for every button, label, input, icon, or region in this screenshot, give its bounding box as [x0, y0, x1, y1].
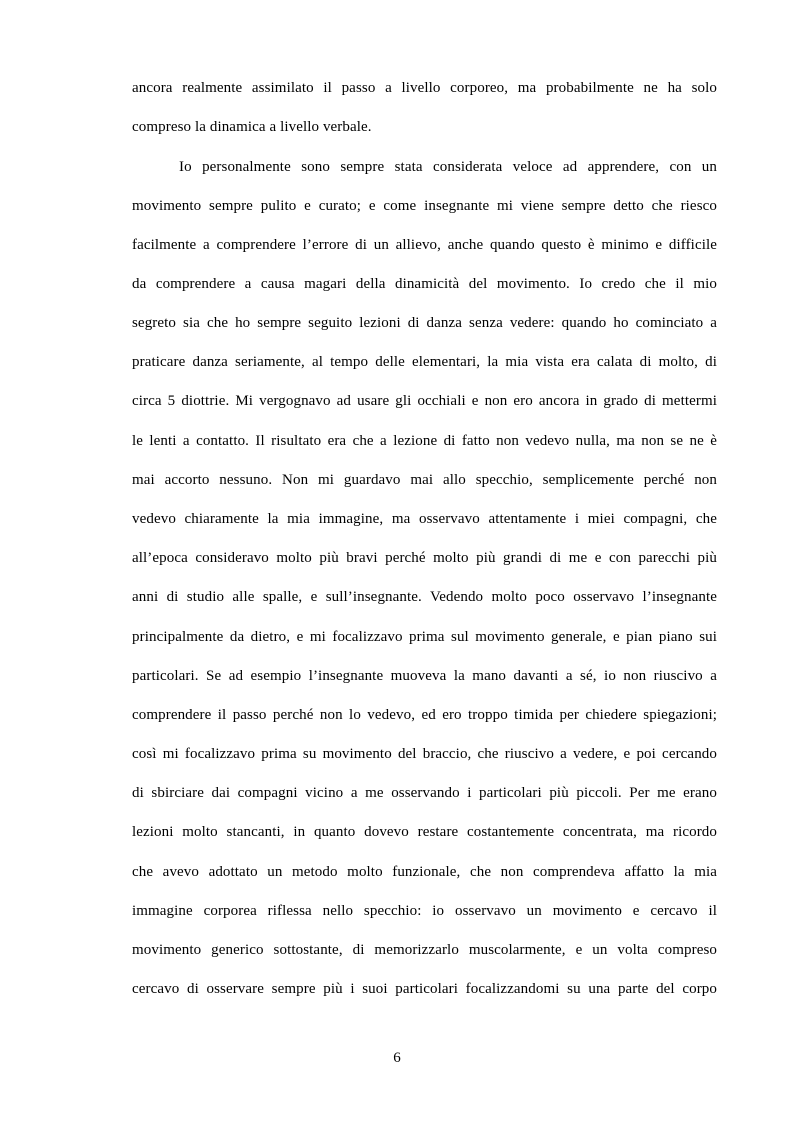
- text-line: segreto sia che ho sempre seguito lezioni di danza senza vedere: quando ho cominciato a: [132, 315, 717, 331]
- text-line: che avevo adottato un metodo molto funzionale, che non comprendeva affatto la mia: [132, 864, 717, 880]
- text-line: così mi focalizzavo prima su movimento del braccio, che riuscivo a vedere, e poi cercando: [132, 746, 717, 762]
- text-line: cercavo di osservare sempre più i suoi particolari focalizzandomi su una parte del corpo: [132, 981, 717, 997]
- text-line: mai accorto nessuno. Non mi guardavo mai allo specchio, semplicemente perché non: [132, 472, 717, 488]
- text-line: ancora realmente assimilato il passo a livello corporeo, ma probabilmente ne ha solo: [132, 80, 717, 96]
- text-line: circa 5 diottrie. Mi vergognavo ad usare gli occhiali e non ero ancora in grado di mettermi: [132, 393, 717, 409]
- text-line: facilmente a comprendere l’errore di un allievo, anche quando questo è minimo e difficile: [132, 237, 717, 253]
- text-line: da comprendere a causa magari della dinamicità del movimento. Io credo che il mio: [132, 276, 717, 292]
- page-number: 6: [393, 1050, 401, 1066]
- text-line: immagine corporea riflessa nello specchio: io osservavo un movimento e cercavo il: [132, 903, 717, 919]
- text-line: all’epoca consideravo molto più bravi perché molto più grandi di me e con parecchi più: [132, 550, 717, 566]
- text-line: praticare danza seriamente, al tempo delle elementari, la mia vista era calata di molto, di: [132, 354, 717, 370]
- text-line: vedevo chiaramente la mia immagine, ma osservavo attentamente i miei compagni, che: [132, 511, 717, 527]
- text-line: Io personalmente sono sempre stata considerata veloce ad apprendere, con un: [179, 159, 717, 175]
- text-line: movimento generico sottostante, di memorizzarlo muscolarmente, e un volta compreso: [132, 942, 717, 958]
- text-line: anni di studio alle spalle, e sull’insegnante. Vedendo molto poco osservavo l’insegnante: [132, 589, 717, 605]
- text-line: principalmente da dietro, e mi focalizzavo prima sul movimento generale, e pian piano sui: [132, 629, 717, 645]
- text-line: le lenti a contatto. Il risultato era che a lezione di fatto non vedevo nulla, ma non se ne è: [132, 433, 717, 449]
- text-line: di sbirciare dai compagni vicino a me osservando i particolari più piccoli. Per me erano: [132, 785, 717, 801]
- text-line: movimento sempre pulito e curato; e come insegnante mi viene sempre detto che riesco: [132, 198, 717, 214]
- text-line: particolari. Se ad esempio l’insegnante muoveva la mano davanti a sé, io non riuscivo a: [132, 668, 717, 684]
- text-line: lezioni molto stancanti, in quanto dovevo restare costantemente concentrata, ma ricordo: [132, 824, 717, 840]
- text-line: comprendere il passo perché non lo vedevo, ed ero troppo timida per chiedere spiegazioni;: [132, 707, 717, 723]
- text-line: compreso la dinamica a livello verbale.: [132, 119, 372, 135]
